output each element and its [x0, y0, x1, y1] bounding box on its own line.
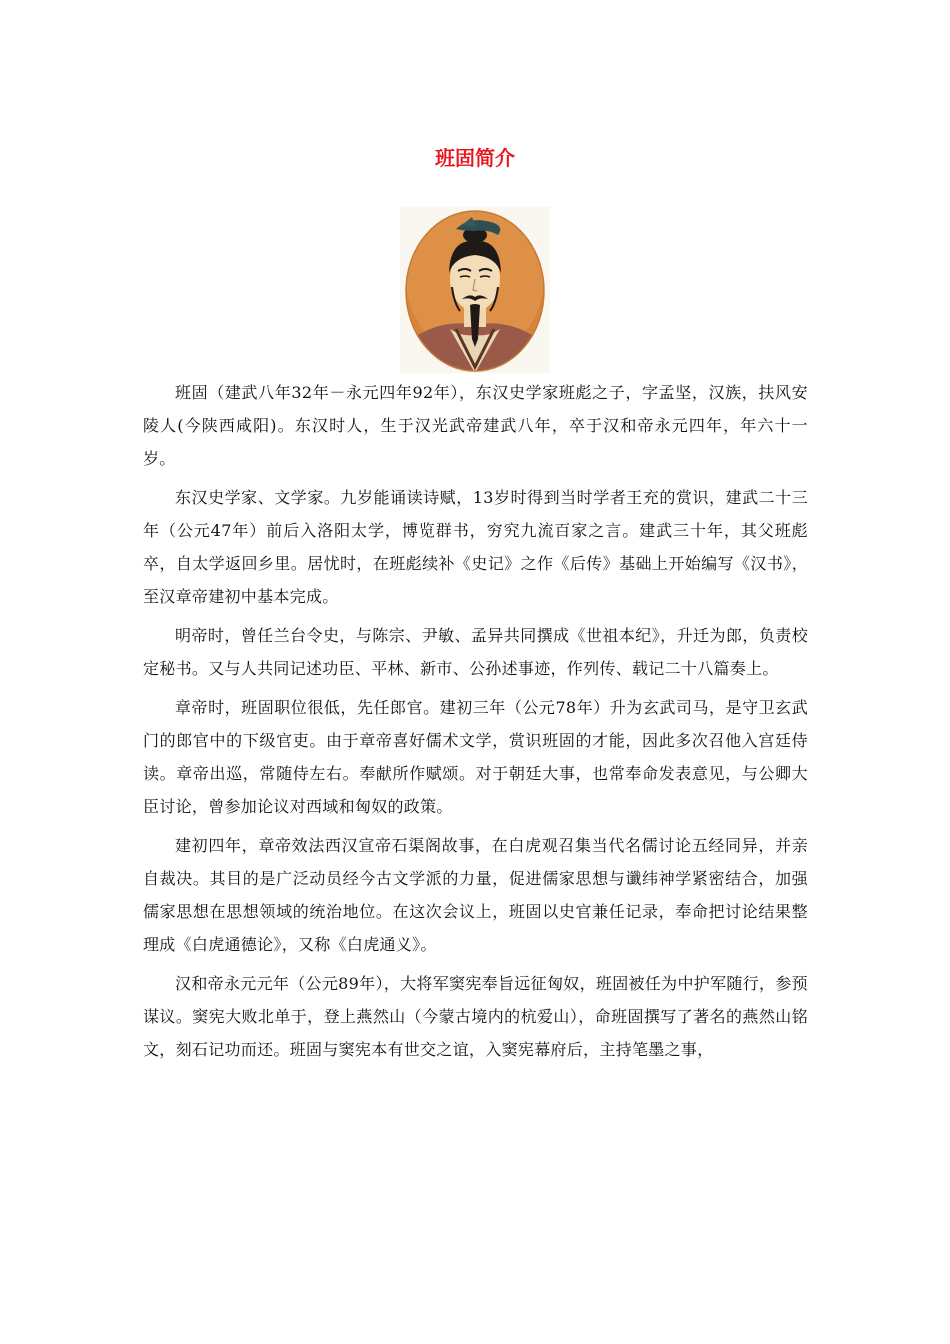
paragraph-hedi-era: 汉和帝永元元年（公元89年），大将军窦宪奉旨远征匈奴，班固被任为中护军随行，参预谋议。窦宪大败北单于，登上燕然山（今蒙古境内的杭爱山），命班固撰写了著名的燕然山铭文，刻石记功而还。班固与窦宪本有世交之谊，入窦宪幕府后，主持笔墨之事， [143, 974, 808, 1059]
page-title: 班固简介 [435, 146, 515, 170]
portrait-image [400, 207, 550, 373]
paragraph-biography-intro: 班固（建武八年32年－永元四年92年），东汉史学家班彪之子，字孟坚，汉族，扶风安陵人(今陕西咸阳)。东汉时人，生于汉光武帝建武八年，卒于汉和帝永元四年，年六十一岁。 [143, 383, 808, 468]
paragraph-mingdi-era: 明帝时，曾任兰台令史，与陈宗、尹敏、孟异共同撰成《世祖本纪》，升迁为郎，负责校定秘书。又与人共同记述功臣、平林、新市、公孙述事迹，作列传、载记二十八篇奏上。 [143, 626, 808, 678]
paragraph-zhangdi-era: 章帝时，班固职位很低，先任郎官。建初三年（公元78年）升为玄武司马，是守卫玄武门的郎官中的下级官吏。由于章帝喜好儒术文学，赏识班固的才能，因此多次召他入宫廷侍读。章帝出巡，常随侍左右。奉献所作赋颂。对于朝廷大事，也常奉命发表意见，与公卿大臣讨论，曾参加论议对西域和匈奴的政策。 [143, 698, 808, 816]
article-body [143, 376, 808, 1072]
paragraph-baihu-conference: 建初四年，章帝效法西汉宣帝石渠阁故事，在白虎观召集当代名儒讨论五经同异，并亲自裁决。其目的是广泛动员经今古文学派的力量，促进儒家思想与谶纬神学紧密结合，加强儒家思想在思想领域的统治地位。在这次会议上，班固以史官兼任记录，奉命把讨论结果整理成《白虎通德论》，又称《白虎通义》。 [143, 836, 808, 954]
paragraph-early-life: 东汉史学家、文学家。九岁能诵读诗赋，13岁时得到当时学者王充的赏识，建武二十三年（公元47年）前后入洛阳太学，博览群书，穷究九流百家之言。建武三十年，其父班彪卒，自太学返回乡里。居忧时，在班彪续补《史记》之作《后传》基础上开始编写《汉书》，至汉章帝建初中基本完成。 [143, 488, 808, 606]
